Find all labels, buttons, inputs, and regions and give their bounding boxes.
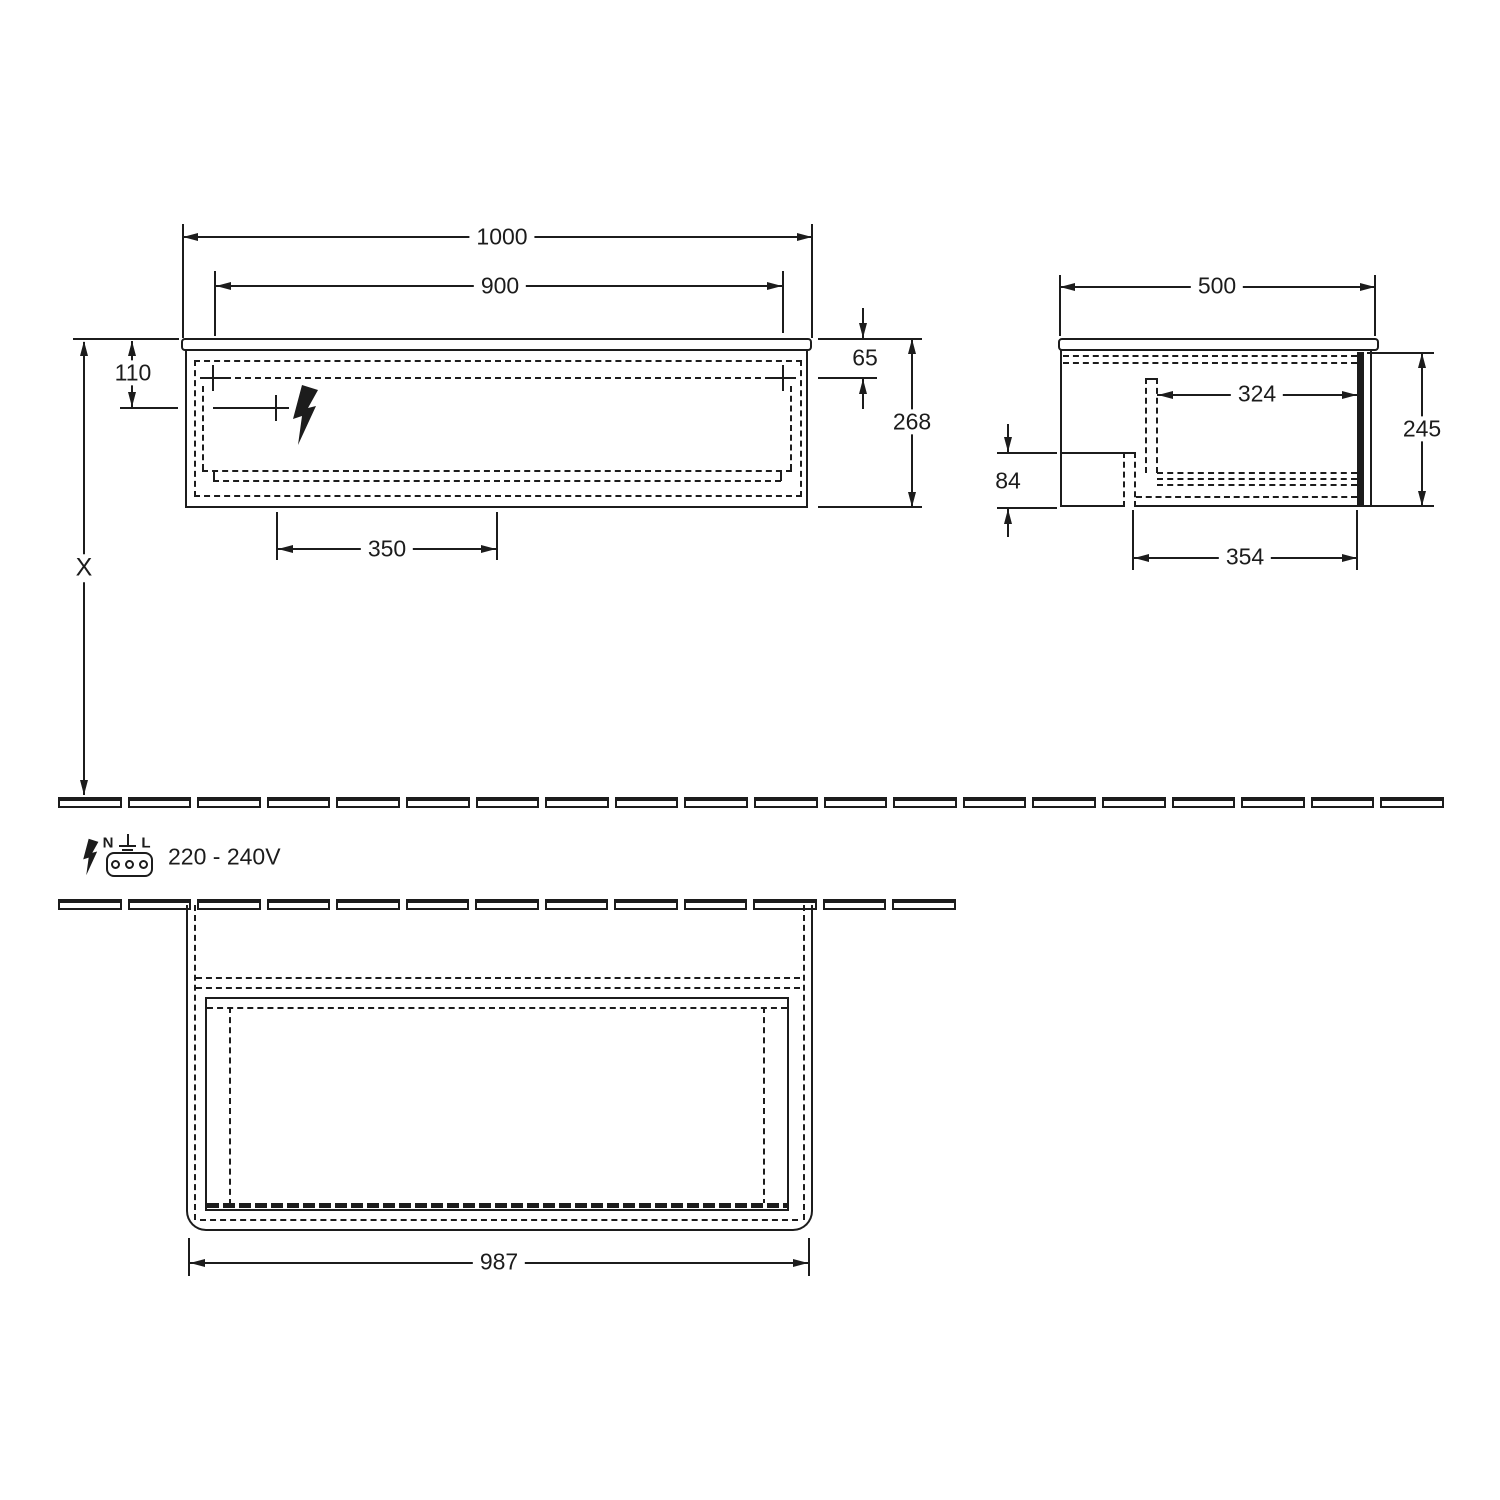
top-drawer-right-dashed [763, 1007, 765, 1205]
dim-inner-depth: 324 [1231, 381, 1283, 406]
dim-depth: 500 [1191, 273, 1243, 298]
dim-drawer-cutout-width: 350 [361, 536, 413, 561]
top-left-dashed [194, 905, 196, 1220]
dim-total-height: 268 [886, 409, 938, 434]
top-right-dashed [803, 905, 805, 1220]
dim-body-height: 245 [1396, 416, 1448, 441]
extension-line [188, 1238, 190, 1276]
neutral-label: N [102, 834, 114, 852]
dim-top-offset: 110 [108, 360, 159, 385]
top-drawer-bottom-heavy-line [207, 1203, 787, 1208]
dim-front-edge-width: 987 [473, 1249, 525, 1274]
top-rail-dashed-2 [196, 987, 800, 989]
arrow-right-icon [793, 1259, 808, 1267]
dim-rear-clearance: 84 [988, 468, 1028, 493]
dim-wall-distance: X [69, 554, 100, 582]
top-rail-dashed-1 [196, 977, 800, 979]
extension-line [808, 1238, 810, 1276]
voltage-range-label: 220 - 240V [168, 843, 281, 870]
top-drawer-outline [205, 997, 789, 1211]
dim-bottom-depth: 354 [1219, 544, 1271, 569]
top-drawer-left-dashed [229, 1007, 231, 1205]
arrow-left-icon [190, 1259, 205, 1267]
dim-inner-width: 900 [474, 273, 526, 298]
top-bottom-dashed [200, 1219, 798, 1221]
top-drawer-front-dashed [207, 1007, 787, 1009]
live-label: L [141, 834, 151, 852]
dim-counter-to-zone: 65 [845, 345, 885, 370]
dim-overall-width: 1000 [469, 224, 534, 249]
